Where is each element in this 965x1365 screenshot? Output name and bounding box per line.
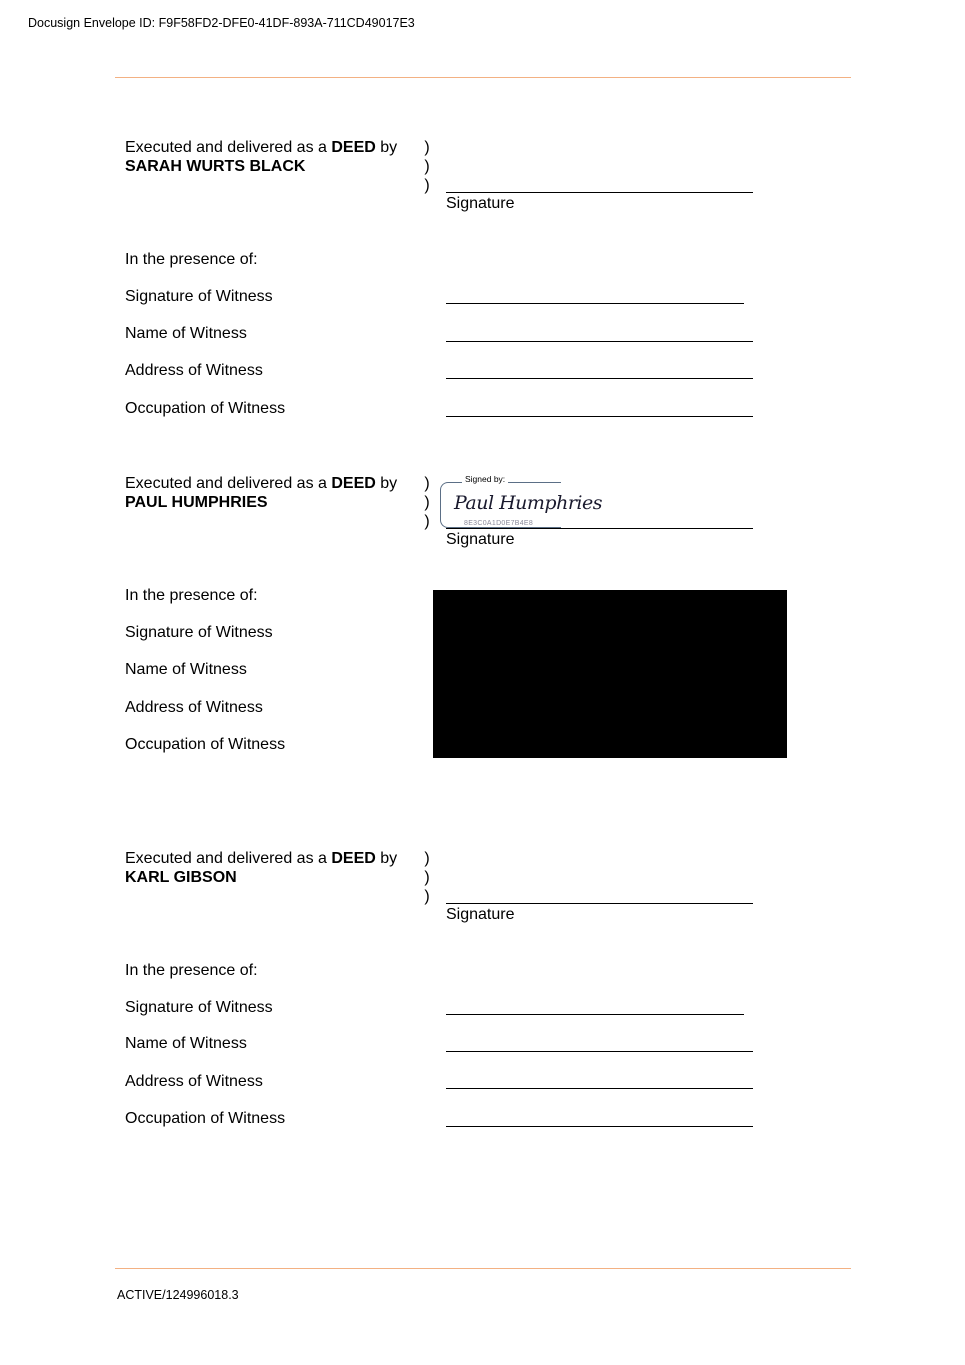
witness-occupation-label: Occupation of Witness [125, 1110, 286, 1127]
party-name: SARAH WURTS BLACK [125, 158, 306, 175]
paren: ) [424, 158, 430, 175]
signature-label: Signature [446, 195, 515, 212]
witness-address-line[interactable] [446, 1088, 753, 1089]
signature-label: Signature [446, 531, 515, 548]
witness-signature-line[interactable] [446, 303, 744, 304]
witness-name-line[interactable] [446, 341, 753, 342]
paren: ) [424, 177, 430, 194]
witness-address-line[interactable] [446, 378, 753, 379]
party-name: PAUL HUMPHRIES [125, 494, 268, 511]
witness-signature-line[interactable] [446, 1014, 744, 1015]
signature-line[interactable] [446, 192, 753, 193]
paren: ) [424, 850, 430, 867]
signature-line[interactable] [446, 903, 753, 904]
witness-address-label: Address of Witness [125, 362, 263, 379]
witness-address-label: Address of Witness [125, 699, 263, 716]
witness-name-line[interactable] [446, 1051, 753, 1052]
witness-occupation-line[interactable] [446, 1126, 753, 1127]
witness-signature-label: Signature of Witness [125, 624, 273, 641]
signature-line[interactable] [446, 528, 753, 529]
footer-rule [115, 1268, 851, 1269]
paren: ) [424, 139, 430, 156]
paren: ) [424, 475, 430, 492]
executed-line: Executed and delivered as a DEED by [125, 850, 398, 867]
witness-signature-label: Signature of Witness [125, 288, 273, 305]
witness-occupation-label: Occupation of Witness [125, 400, 286, 417]
presence-label: In the presence of: [125, 251, 258, 268]
witness-name-label: Name of Witness [125, 1035, 247, 1052]
signature-label: Signature [446, 906, 515, 923]
paren: ) [424, 888, 430, 905]
executed-line: Executed and delivered as a DEED by [125, 139, 398, 156]
header-rule [115, 77, 851, 78]
witness-signature-label: Signature of Witness [125, 999, 273, 1016]
document-reference: ACTIVE/124996018.3 [117, 1288, 239, 1302]
redaction-box [433, 590, 787, 758]
party-name: KARL GIBSON [125, 869, 237, 886]
envelope-id: Docusign Envelope ID: F9F58FD2-DFE0-41DF-893A-711CD49017E3 [28, 16, 415, 30]
signature-id: 8E3C0A1D0E7B4E8 [464, 520, 534, 527]
witness-occupation-label: Occupation of Witness [125, 736, 286, 753]
presence-label: In the presence of: [125, 587, 258, 604]
witness-address-label: Address of Witness [125, 1073, 263, 1090]
signed-by-label: Signed by: [462, 474, 508, 484]
paren: ) [424, 494, 430, 511]
witness-name-label: Name of Witness [125, 661, 247, 678]
paren: ) [424, 869, 430, 886]
witness-occupation-line[interactable] [446, 416, 753, 417]
presence-label: In the presence of: [125, 962, 258, 979]
executed-line: Executed and delivered as a DEED by [125, 475, 398, 492]
paren: ) [424, 513, 430, 530]
witness-name-label: Name of Witness [125, 325, 247, 342]
handwritten-signature: Paul Humphries [454, 492, 602, 514]
